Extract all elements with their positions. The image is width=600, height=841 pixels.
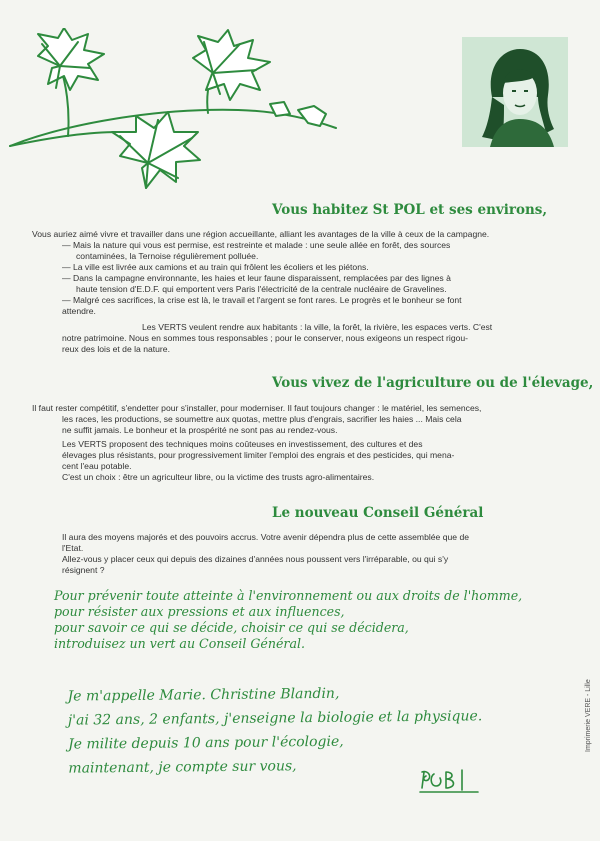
leaves-icon	[8, 28, 338, 208]
section-body-conseil-general	[32, 532, 577, 576]
section-body-st-pol	[32, 229, 572, 355]
handwritten-line: Je milite depuis 10 ans pour l'écologie,	[68, 733, 344, 753]
section-heading-agriculture: Vous vivez de l'agriculture ou de l'élevage,	[272, 375, 594, 391]
handwritten-line: maintenant, je compte sur vous,	[68, 758, 297, 777]
paragraph-line: Les VERTS proposent des techniques moins coûteuses en investissement, des cultures et des	[62, 439, 423, 449]
paragraph-line: notre patrimoine. Nous en sommes tous responsables ; pour le conserver, nous exigeons un respect rigou-	[62, 333, 469, 343]
section-heading-conseil-general: Le nouveau Conseil Général	[272, 505, 484, 521]
signature	[418, 768, 482, 794]
paragraph-line: Il aura des moyens majorés et des pouvoirs accrus. Votre avenir dépendra plus de cette assemblée que de	[62, 532, 470, 542]
paragraph-line: attendre.	[62, 306, 96, 316]
paragraph-line: — Dans la campagne environnante, les haies et leur faune disparaissent, remplacées par des lignes à	[62, 273, 451, 283]
paragraph-line: Il faut rester compétitif, s'endetter pour s'installer, pour moderniser. Il faut toujours changer : le matériel, les semences,	[32, 403, 482, 413]
handwritten-message	[68, 679, 569, 780]
photo-icon	[462, 37, 568, 147]
paragraph-line: — La ville est livrée aux camions et au train qui frôlent les écoliers et les piétons.	[62, 262, 369, 272]
appeal-line: Pour prévenir toute atteinte à l'environnement ou aux droits de l'homme,	[54, 588, 523, 603]
appeal-text	[54, 588, 554, 652]
section-body-agriculture	[32, 403, 572, 483]
paragraph-line: — Malgré ces sacrifices, la crise est là, le travail et l'argent se font rares. Le progrès et le bonheur se font	[62, 295, 462, 305]
paragraph-line: C'est un choix : être un agriculteur libre, ou la victime des trusts agro-alimentaires.	[62, 472, 375, 482]
paragraph-line: reux des lois et de la nature.	[62, 344, 170, 354]
printer-credit: Imprimerie VERE - Lille	[585, 679, 592, 752]
paragraph-line: Vous auriez aimé vivre et travailler dans une région accueillante, alliant les avantages de la ville à ceux de la campagne.	[32, 229, 490, 239]
paragraph-line: résignent ?	[62, 565, 105, 575]
paragraph-line: ne suffit jamais. Le bonheur et la prospérité ne sont pas au rendez-vous.	[62, 425, 338, 435]
paragraph-line: Allez-vous y placer ceux qui depuis des dizaines d'années nous poussent vers l'irréparable, ou qui s'y	[62, 554, 449, 564]
paragraph-line: l'Etat.	[62, 543, 84, 553]
paragraph-line: cent l'eau potable.	[62, 461, 132, 471]
section-heading-st-pol: Vous habitez St POL et ses environs,	[272, 202, 548, 218]
paragraph-line: haute tension d'E.D.F. qui emportent vers Paris l'électricité de la centrale nucléaire de Gravelines.	[76, 284, 447, 294]
appeal-line: pour savoir ce qui se décide, choisir ce qui se décidera,	[54, 620, 409, 635]
paragraph-line: Les VERTS veulent rendre aux habitants : la ville, la forêt, la rivière, les espaces verts. C'est	[142, 322, 493, 332]
paragraph-line: contaminées, la Ternoise régulièrement polluée.	[76, 251, 259, 261]
handwritten-line: j'ai 32 ans, 2 enfants, j'enseigne la biologie et la physique.	[67, 708, 483, 729]
handwritten-line: Je m'appelle Marie. Christine Blandin,	[67, 685, 340, 705]
appeal-line: pour résister aux pressions et aux influences,	[54, 604, 345, 619]
appeal-line: introduisez un vert au Conseil Général.	[54, 636, 305, 651]
paragraph-line: — Mais la nature qui vous est permise, est restreinte et malade : une seule allée en forêt, des sources	[62, 240, 451, 250]
paragraph-line: les races, les productions, se soumettre aux quotas, mettre plus d'engrais, sacrifier les haies ... Mais cela	[62, 414, 462, 424]
paragraph-line: élevages plus résistants, pour progressivement limiter l'emploi des engrais et des pesticides, qui mena-	[62, 450, 455, 460]
